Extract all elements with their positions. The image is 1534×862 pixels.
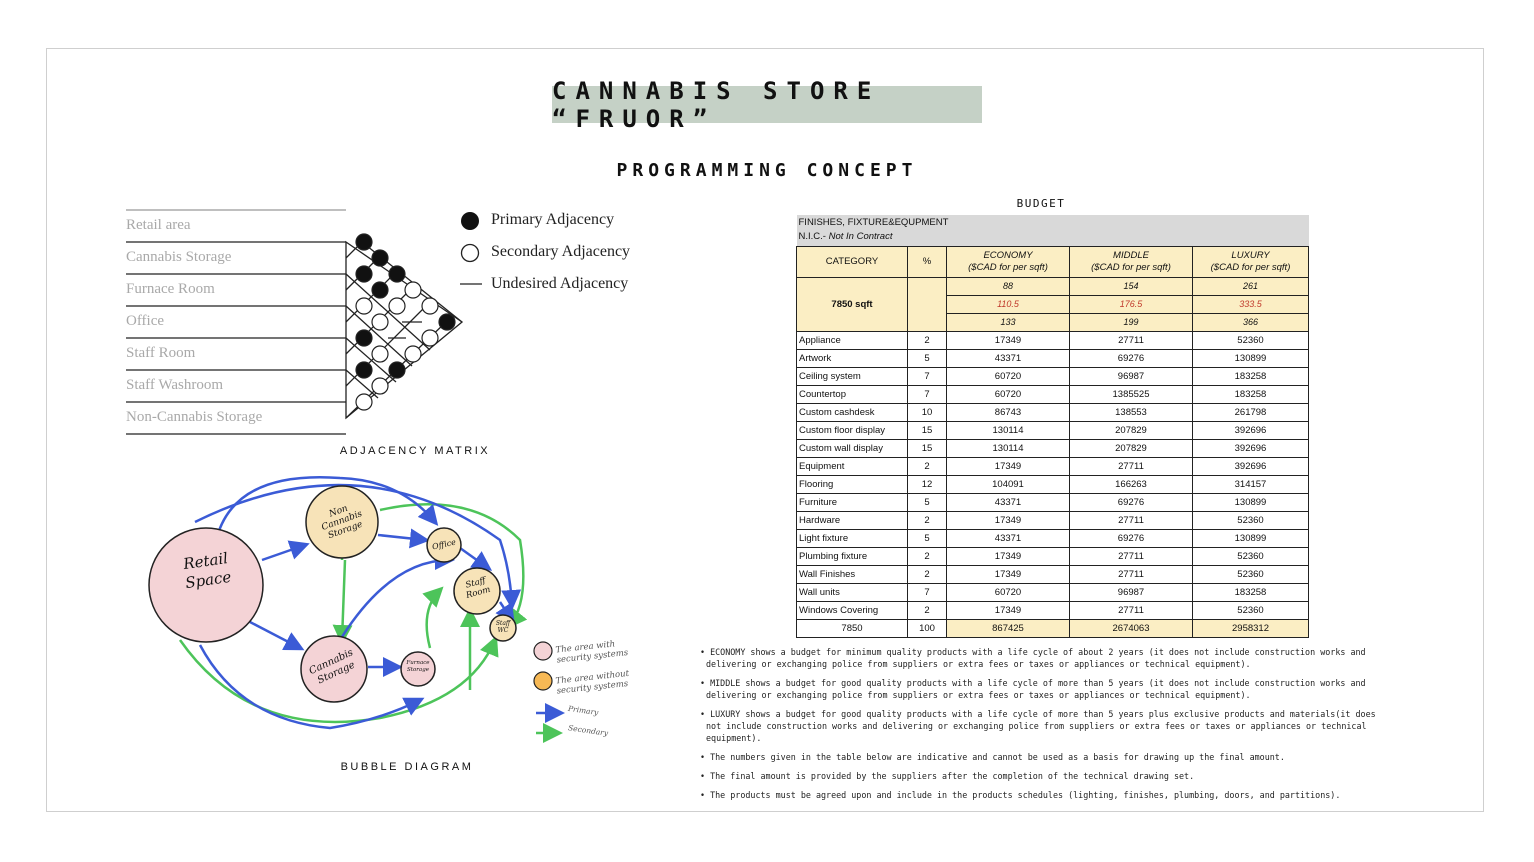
budget-cell-l: 261798 bbox=[1193, 404, 1309, 422]
budget-cell-l: 130899 bbox=[1193, 350, 1309, 368]
legend-nonsecure-label: The area without security systems bbox=[555, 668, 630, 697]
budget-cell-pct: 5 bbox=[908, 494, 947, 512]
budget-cell-e: 17349 bbox=[947, 566, 1070, 584]
bubble-caption: BUBBLE DIAGRAM bbox=[340, 761, 474, 773]
budget-cell-l: 52360 bbox=[1193, 512, 1309, 530]
budget-cell-cat: Custom wall display bbox=[797, 440, 908, 458]
table-row bbox=[797, 386, 1309, 404]
bubble-retail-label: Retail Space bbox=[182, 549, 233, 593]
budget-cell-m: 96987 bbox=[1070, 584, 1193, 602]
budget-head-title: FINISHES, FIXTURE&EQUPMENT bbox=[797, 215, 1309, 229]
col-luxury: LUXURY ($CAD for per sqft) bbox=[1193, 247, 1309, 278]
total-middle: 2674063 bbox=[1070, 620, 1193, 638]
budget-cell-l: 392696 bbox=[1193, 422, 1309, 440]
budget-cell-pct: 10 bbox=[908, 404, 947, 422]
budget-cell-e: 60720 bbox=[947, 584, 1070, 602]
table-row bbox=[797, 458, 1309, 476]
total-economy: 867425 bbox=[947, 620, 1070, 638]
budget-cell-e: 130114 bbox=[947, 422, 1070, 440]
budget-cell-cat: Windows Covering bbox=[797, 602, 908, 620]
budget-cell-pct: 2 bbox=[908, 512, 947, 530]
bubble-staff-wc-label: Staff WC bbox=[495, 620, 511, 634]
budget-cell-m: 27711 bbox=[1070, 548, 1193, 566]
budget-cell-m: 69276 bbox=[1070, 530, 1193, 548]
budget-cell-cat: Equipment bbox=[797, 458, 908, 476]
budget-cell-pct: 5 bbox=[908, 350, 947, 368]
adjacency-caption: ADJACENCY MATRIX bbox=[339, 445, 491, 457]
budget-cell-m: 1385525 bbox=[1070, 386, 1193, 404]
table-row bbox=[797, 512, 1309, 530]
legend-undesired-label: Undesired Adjacency bbox=[491, 275, 629, 292]
legend-secondary-label: Secondary Adjacency bbox=[491, 243, 631, 260]
rate-cell: 176.5 bbox=[1070, 296, 1193, 314]
budget-cell-m: 27711 bbox=[1070, 602, 1193, 620]
budget-cell-cat: Furniture bbox=[797, 494, 908, 512]
table-row bbox=[797, 530, 1309, 548]
table-row bbox=[797, 440, 1309, 458]
budget-cell-m: 27711 bbox=[1070, 458, 1193, 476]
col-pct: % bbox=[908, 247, 947, 278]
budget-cell-pct: 2 bbox=[908, 602, 947, 620]
rate-cell: 333.5 bbox=[1193, 296, 1309, 314]
table-row bbox=[797, 422, 1309, 440]
table-row bbox=[797, 584, 1309, 602]
rate-cell: 133 bbox=[947, 314, 1070, 332]
col-middle: MIDDLE ($CAD for per sqft) bbox=[1070, 247, 1193, 278]
table-row bbox=[797, 332, 1309, 350]
table-row bbox=[797, 476, 1309, 494]
budget-cell-m: 69276 bbox=[1070, 350, 1193, 368]
note-item: • The products must be agreed upon and include in the products schedules (lighting, finishes, plumbing, doors, and partitions). bbox=[700, 790, 1341, 800]
adj-row-label: Cannabis Storage bbox=[126, 249, 232, 265]
budget-cell-pct: 15 bbox=[908, 440, 947, 458]
adj-row-label: Retail area bbox=[126, 217, 191, 233]
legend-primary-label: Primary bbox=[567, 703, 599, 718]
budget-cell-e: 86743 bbox=[947, 404, 1070, 422]
budget-cell-l: 52360 bbox=[1193, 602, 1309, 620]
budget-head-nic: N.I.C.- Not In Contract bbox=[797, 229, 1309, 247]
rate-cell: 110.5 bbox=[947, 296, 1070, 314]
budget-cell-m: 69276 bbox=[1070, 494, 1193, 512]
rate-cell: 199 bbox=[1070, 314, 1193, 332]
budget-table bbox=[796, 215, 1309, 638]
budget-cell-cat: Appliance bbox=[797, 332, 908, 350]
bubble-furnace-label: Furnace Storage bbox=[406, 660, 430, 673]
area-cell: 7850 sqft bbox=[797, 278, 908, 332]
budget-cell-cat: Wall Finishes bbox=[797, 566, 908, 584]
budget-cell-e: 43371 bbox=[947, 350, 1070, 368]
budget-cell-e: 104091 bbox=[947, 476, 1070, 494]
budget-cell-cat: Custom cashdesk bbox=[797, 404, 908, 422]
budget-cell-pct: 7 bbox=[908, 368, 947, 386]
budget-cell-e: 17349 bbox=[947, 458, 1070, 476]
budget-cell-cat: Custom floor display bbox=[797, 422, 908, 440]
budget-cell-cat: Countertop bbox=[797, 386, 908, 404]
bubble-staff-room-label: Staff Room bbox=[464, 575, 492, 601]
budget-cell-l: 314157 bbox=[1193, 476, 1309, 494]
rate-cell: 261 bbox=[1193, 278, 1309, 296]
table-row bbox=[797, 548, 1309, 566]
rate-cell: 366 bbox=[1193, 314, 1309, 332]
bubble-non-cannabis-label: Non Cannabis Storage bbox=[320, 503, 365, 542]
budget-cell-l: 52360 bbox=[1193, 332, 1309, 350]
legend-nonsecure-swatch bbox=[534, 672, 552, 690]
bubble-office-label: Office bbox=[431, 537, 457, 552]
adj-row-label: Furnace Room bbox=[126, 281, 215, 297]
total-luxury: 2958312 bbox=[1193, 620, 1309, 638]
budget-cell-pct: 15 bbox=[908, 422, 947, 440]
note-item: • The final amount is provided by the suppliers after the completion of the technical drawing set. bbox=[700, 771, 1195, 781]
budget-cell-l: 130899 bbox=[1193, 530, 1309, 548]
table-row bbox=[797, 602, 1309, 620]
budget-cell-l: 130899 bbox=[1193, 494, 1309, 512]
budget-cell-e: 17349 bbox=[947, 332, 1070, 350]
budget-notes bbox=[700, 646, 1380, 808]
legend-secure-swatch bbox=[534, 642, 552, 660]
table-row bbox=[797, 494, 1309, 512]
budget-cell-l: 392696 bbox=[1193, 440, 1309, 458]
table-row bbox=[797, 368, 1309, 386]
legend-secure-label: The area with security systems bbox=[555, 639, 629, 666]
budget-cell-l: 392696 bbox=[1193, 458, 1309, 476]
adj-row-label: Office bbox=[126, 313, 165, 329]
budget-cell-l: 183258 bbox=[1193, 386, 1309, 404]
budget-cell-cat: Flooring bbox=[797, 476, 908, 494]
budget-cell-pct: 7 bbox=[908, 386, 947, 404]
budget-cell-cat: Hardware bbox=[797, 512, 908, 530]
budget-cell-l: 183258 bbox=[1193, 368, 1309, 386]
budget-cell-l: 183258 bbox=[1193, 584, 1309, 602]
table-row bbox=[797, 404, 1309, 422]
budget-cell-m: 27711 bbox=[1070, 512, 1193, 530]
budget-cell-pct: 12 bbox=[908, 476, 947, 494]
rate-cell: 88 bbox=[947, 278, 1070, 296]
budget-cell-e: 60720 bbox=[947, 368, 1070, 386]
total-area: 7850 bbox=[797, 620, 908, 638]
bubble-cannabis-label: Cannabis Storage bbox=[307, 647, 357, 687]
budget-cell-pct: 7 bbox=[908, 584, 947, 602]
budget-title: BUDGET bbox=[1016, 197, 1066, 210]
rate-cell: 154 bbox=[1070, 278, 1193, 296]
budget-cell-m: 27711 bbox=[1070, 332, 1193, 350]
budget-cell-m: 207829 bbox=[1070, 440, 1193, 458]
legend-secondary-label: Secondary bbox=[567, 723, 609, 738]
budget-cell-l: 52360 bbox=[1193, 548, 1309, 566]
table-row bbox=[797, 566, 1309, 584]
note-item: • ECONOMY shows a budget for minimum quality products with a life cycle of about 2 years (it does not include construction works and delivering or exchanging police from suppliers or extra fees or taxes or appliances or technical equipment). bbox=[700, 647, 1366, 669]
adj-row-label: Non-Cannabis Storage bbox=[126, 409, 263, 425]
budget-cell-cat: Light fixture bbox=[797, 530, 908, 548]
budget-cell-pct: 2 bbox=[908, 566, 947, 584]
budget-cell-m: 96987 bbox=[1070, 368, 1193, 386]
budget-cell-pct: 5 bbox=[908, 530, 947, 548]
budget-cell-e: 43371 bbox=[947, 494, 1070, 512]
col-economy: ECONOMY ($CAD for per sqft) bbox=[947, 247, 1070, 278]
budget-cell-e: 17349 bbox=[947, 548, 1070, 566]
budget-cell-m: 138553 bbox=[1070, 404, 1193, 422]
budget-cell-cat: Artwork bbox=[797, 350, 908, 368]
budget-cell-l: 52360 bbox=[1193, 566, 1309, 584]
budget-cell-e: 60720 bbox=[947, 386, 1070, 404]
note-item: • LUXURY shows a budget for good quality products with a life cycle of more than 5 years plus exclusive products and materials(it does not include construction works and delivering or exchanging police from suppliers or extra fees or taxes or appliances or technical equipment). bbox=[700, 709, 1376, 743]
budget-cell-cat: Plumbing fixture bbox=[797, 548, 908, 566]
adj-row-label: Staff Washroom bbox=[126, 377, 223, 393]
col-category: CATEGORY bbox=[797, 247, 908, 278]
total-pct: 100 bbox=[908, 620, 947, 638]
budget-cell-m: 166263 bbox=[1070, 476, 1193, 494]
budget-cell-m: 27711 bbox=[1070, 566, 1193, 584]
budget-cell-cat: Ceiling system bbox=[797, 368, 908, 386]
page-title: CANNABIS STORE “FRUOR” bbox=[552, 86, 982, 123]
budget-cell-cat: Wall units bbox=[797, 584, 908, 602]
budget-cell-e: 130114 bbox=[947, 440, 1070, 458]
note-item: • The numbers given in the table below are indicative and cannot be used as a basis for drawing up the final amount. bbox=[700, 752, 1285, 762]
budget-cell-e: 17349 bbox=[947, 602, 1070, 620]
area-pct-cell bbox=[908, 278, 947, 332]
budget-cell-pct: 2 bbox=[908, 458, 947, 476]
legend-primary-label: Primary Adjacency bbox=[491, 211, 615, 228]
budget-cell-pct: 2 bbox=[908, 332, 947, 350]
table-row bbox=[797, 350, 1309, 368]
page-subtitle: PROGRAMMING CONCEPT bbox=[616, 160, 918, 181]
budget-cell-m: 207829 bbox=[1070, 422, 1193, 440]
adj-row-label: Staff Room bbox=[126, 345, 196, 361]
note-item: • MIDDLE shows a budget for good quality products with a life cycle of more than 5 years (it does not include construction works and delivering or exchanging police from suppliers or extra fees or taxes or appliances or technical equipment). bbox=[700, 678, 1366, 700]
budget-cell-e: 43371 bbox=[947, 530, 1070, 548]
budget-cell-e: 17349 bbox=[947, 512, 1070, 530]
budget-cell-pct: 2 bbox=[908, 548, 947, 566]
